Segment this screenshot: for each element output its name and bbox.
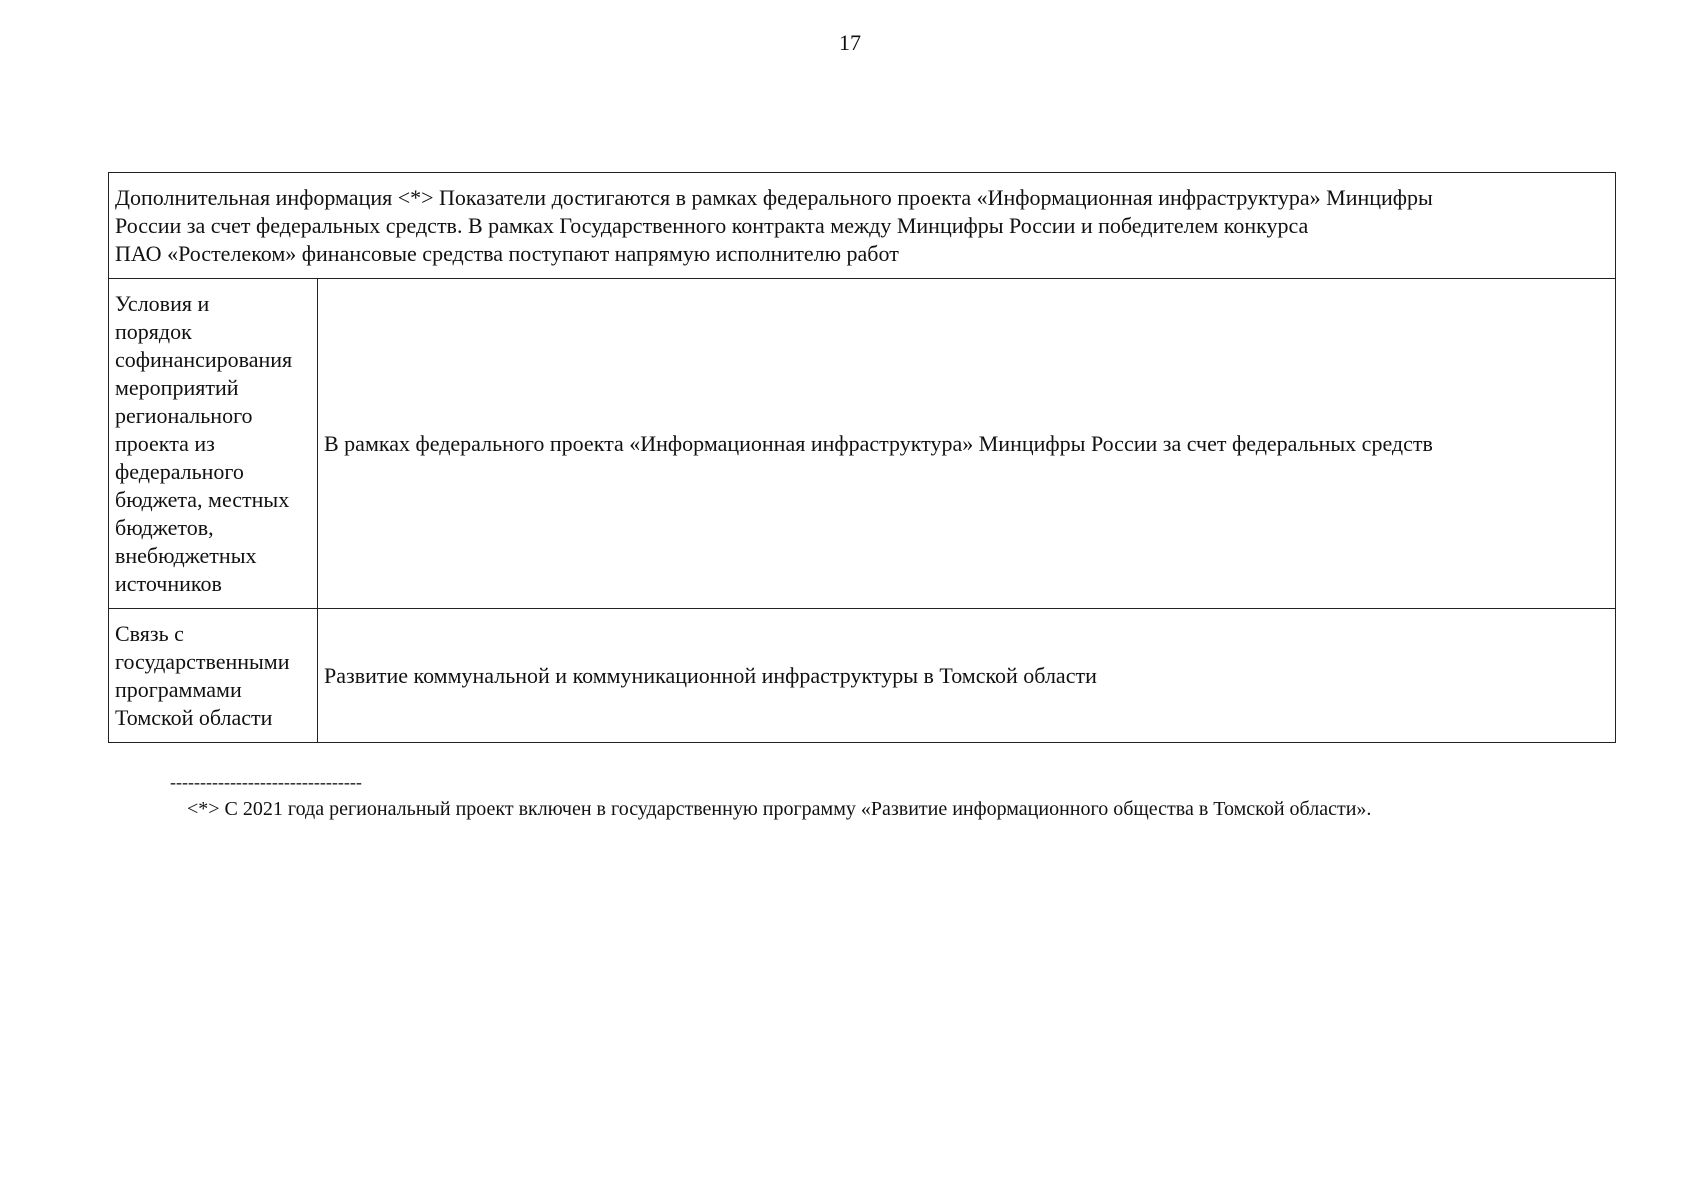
additional-info-line: России за счет федеральных средств. В рамках Государственного контракта между Минцифры России и победителем конкурса — [115, 213, 1309, 238]
page-number: 17 — [839, 30, 861, 55]
cofinancing-label-line: источников — [115, 571, 222, 596]
additional-info-cell — [109, 173, 1616, 279]
table-row-additional-info — [109, 173, 1616, 279]
additional-info-line: Дополнительная информация <*> Показатели достигаются в рамках федерального проекта «Информационная инфраструктура» Минцифры — [115, 185, 1433, 210]
additional-info-line: ПАО «Ростелеком» финансовые средства поступают напрямую исполнителю работ — [115, 241, 899, 266]
footnote-text: <*> С 2021 года региональный проект включен в государственную программу «Развитие информационного общества в Томской области». — [187, 798, 1372, 820]
cofinancing-label-line: федерального — [115, 459, 244, 484]
cofinancing-label-line: порядок — [115, 319, 192, 344]
cofinancing-label-line: проекта из — [115, 431, 215, 456]
cofinancing-label-line: мероприятий — [115, 375, 239, 400]
cofinancing-value-cell: В рамках федерального проекта «Информационная инфраструктура» Минцифры России за счет федеральных средств — [318, 279, 1616, 609]
state-programs-label-line: программами — [115, 677, 242, 702]
cofinancing-label-line: бюджета, местных — [115, 487, 290, 512]
state-programs-label-line: государственными — [115, 649, 290, 674]
cofinancing-label-line: Условия и — [115, 291, 210, 316]
state-programs-label-line: Томской области — [115, 705, 273, 730]
state-programs-value-cell: Развитие коммунальной и коммуникационной инфраструктуры в Томской области — [318, 609, 1616, 743]
footnote-separator: -------------------------------- — [170, 772, 362, 792]
cofinancing-label-line: бюджетов, — [115, 515, 214, 540]
table-row-state-programs — [109, 609, 1616, 743]
cofinancing-label-line: регионального — [115, 403, 253, 428]
state-programs-label-line: Связь с — [115, 621, 184, 646]
cofinancing-label-line: софинансирования — [115, 347, 293, 372]
cofinancing-label-line: внебюджетных — [115, 543, 257, 568]
passport-table — [108, 172, 1616, 743]
cofinancing-label-cell — [109, 279, 318, 609]
table-row-cofinancing — [109, 279, 1616, 609]
state-programs-label-cell — [109, 609, 318, 743]
